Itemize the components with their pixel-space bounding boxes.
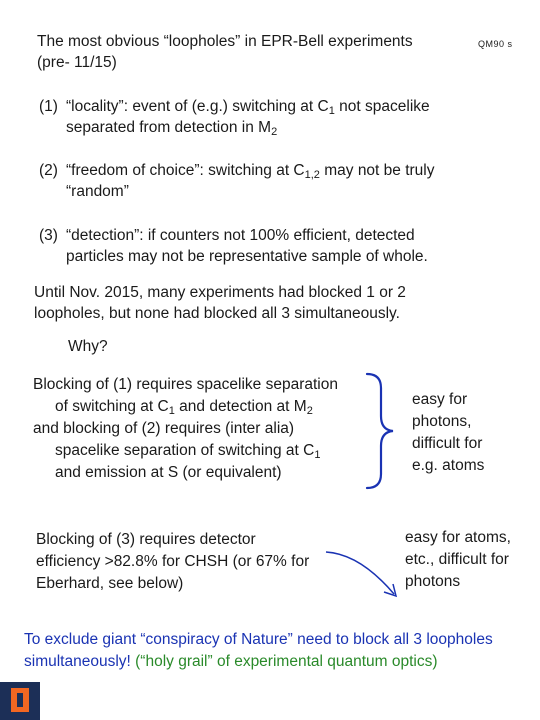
block12-line-4: spacelike separation of switching at $C_1$ [55,442,321,461]
block12-note-line-4: e.g. atoms [412,457,485,474]
loophole-2-line-1: “freedom of choice”: switching at $C_{1,2}$ may not be truly [66,162,435,181]
arrow-icon [320,548,404,600]
block12-line-1: Blocking of (1) requires spacelike separation [33,376,338,393]
loophole-2-number: (2) [39,162,58,179]
block3-note-line-3: photons [405,573,461,590]
block12-line-3: and blocking of (2) requires (inter alia) [33,420,295,437]
loophole-3-number: (3) [39,227,58,244]
title-line-2: (pre- 11/15) [37,54,117,71]
block3-line-1: Blocking of (3) requires detector [36,531,256,548]
block3-note-line-1: easy for atoms, [405,529,511,546]
loophole-3-line-1: “detection”: if counters not 100% efficient, detected [66,227,415,244]
conclusion-line-1: To exclude giant “conspiracy of Nature” need to block all 3 loopholes [24,631,493,648]
block3-line-2: efficiency >82.8% for CHSH (or 67% for [36,553,310,570]
loophole-1-line-2: separated from detection in $M_2$ [66,119,278,138]
loophole-2-line-2: “random” [66,183,129,200]
right-curly-brace-icon [365,370,395,492]
why-label: Why? [68,338,108,355]
loophole-1-line-1: “locality”: event of (e.g.) switching at $C_1$ not spacelike [66,98,430,117]
conclusion-line-2: simultaneously! (“holy grail” of experimental quantum optics) [24,653,438,670]
slide-id: QM90 s [478,39,513,49]
summary-line-2: loopholes, but none had blocked all 3 simultaneously. [34,305,400,322]
loophole-3-line-2: particles may not be representative sample of whole. [66,248,428,265]
block12-note-line-3: difficult for [412,435,483,452]
summary-line-1: Until Nov. 2015, many experiments had blocked 1 or 2 [34,284,406,301]
loophole-1-number: (1) [39,98,58,115]
block-i-icon [11,688,29,712]
university-block-i-logo [0,682,40,720]
title-line-1: The most obvious “loopholes” in EPR-Bell experiments [37,33,413,50]
block3-line-3: Eberhard, see below) [36,575,184,592]
block12-note-line-1: easy for [412,391,468,408]
block12-line-5: and emission at S (or equivalent) [55,464,282,481]
block12-line-2: of switching at $C_1$ and detection at $M_2$ [55,398,313,417]
block12-note-line-2: photons, [412,413,472,430]
block3-note-line-2: etc., difficult for [405,551,509,568]
